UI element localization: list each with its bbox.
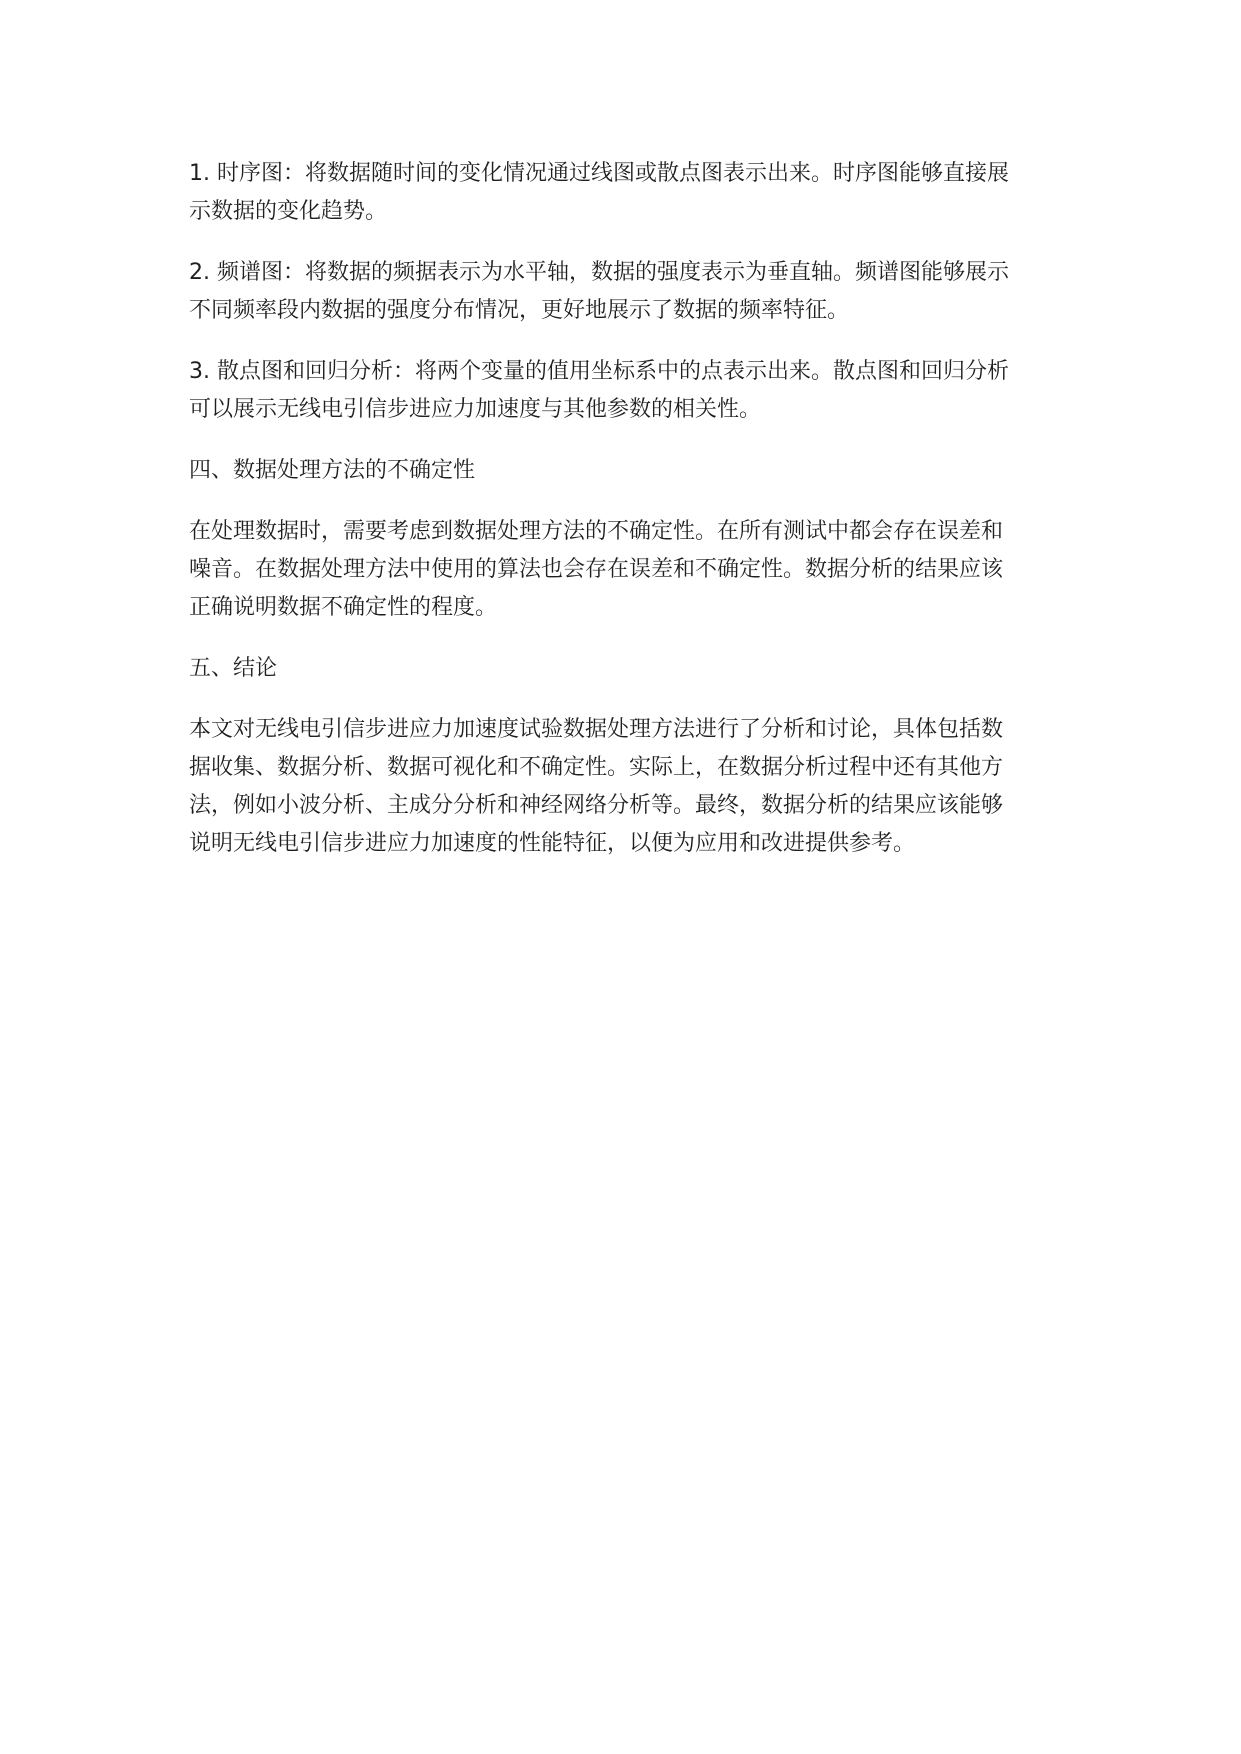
text-line: 噪音。在数据处理方法中使用的算法也会存在误差和不确定性。数据分析的结果应该 <box>189 557 1004 582</box>
document-body <box>189 155 1051 886</box>
text-line: 据收集、数据分析、数据可视化和不确定性。实际上，在数据分析过程中还有其他方 <box>189 755 1004 780</box>
text-line: 说明无线电引信步进应力加速度的性能特征，以便为应用和改进提供参考。 <box>189 831 916 856</box>
list-item-spectrum <box>189 254 1051 330</box>
text-line: 在处理数据时，需要考虑到数据处理方法的不确定性。在所有测试中都会存在误差和 <box>189 519 1004 544</box>
text-line: 不同频率段内数据的强度分布情况，更好地展示了数据的频率特征。 <box>189 298 850 323</box>
text-line: 1. 时序图：将数据随时间的变化情况通过线图或散点图表示出来。时序图能够直接展 <box>189 161 1009 186</box>
section-heading-uncertainty: 四、数据处理方法的不确定性 <box>189 458 476 483</box>
paragraph-uncertainty <box>189 513 1051 627</box>
text-line: 可以展示无线电引信步进应力加速度与其他参数的相关性。 <box>189 397 762 422</box>
section-heading-conclusion: 五、结论 <box>189 656 278 681</box>
paragraph-conclusion <box>189 711 1051 863</box>
list-item-scatter-regression <box>189 353 1051 429</box>
text-line: 正确说明数据不确定性的程度。 <box>189 595 498 620</box>
text-line: 示数据的变化趋势。 <box>189 199 388 224</box>
text-line: 2. 频谱图：将数据的频据表示为水平轴，数据的强度表示为垂直轴。频谱图能够展示 <box>189 260 1009 285</box>
list-item-time-series <box>189 155 1051 231</box>
text-line: 法，例如小波分析、主成分分析和神经网络分析等。最终，数据分析的结果应该能够 <box>189 793 1004 818</box>
text-line: 3. 散点图和回归分析：将两个变量的值用坐标系中的点表示出来。散点图和回归分析 <box>189 359 1009 384</box>
text-line: 本文对无线电引信步进应力加速度试验数据处理方法进行了分析和讨论，具体包括数 <box>189 717 1004 742</box>
